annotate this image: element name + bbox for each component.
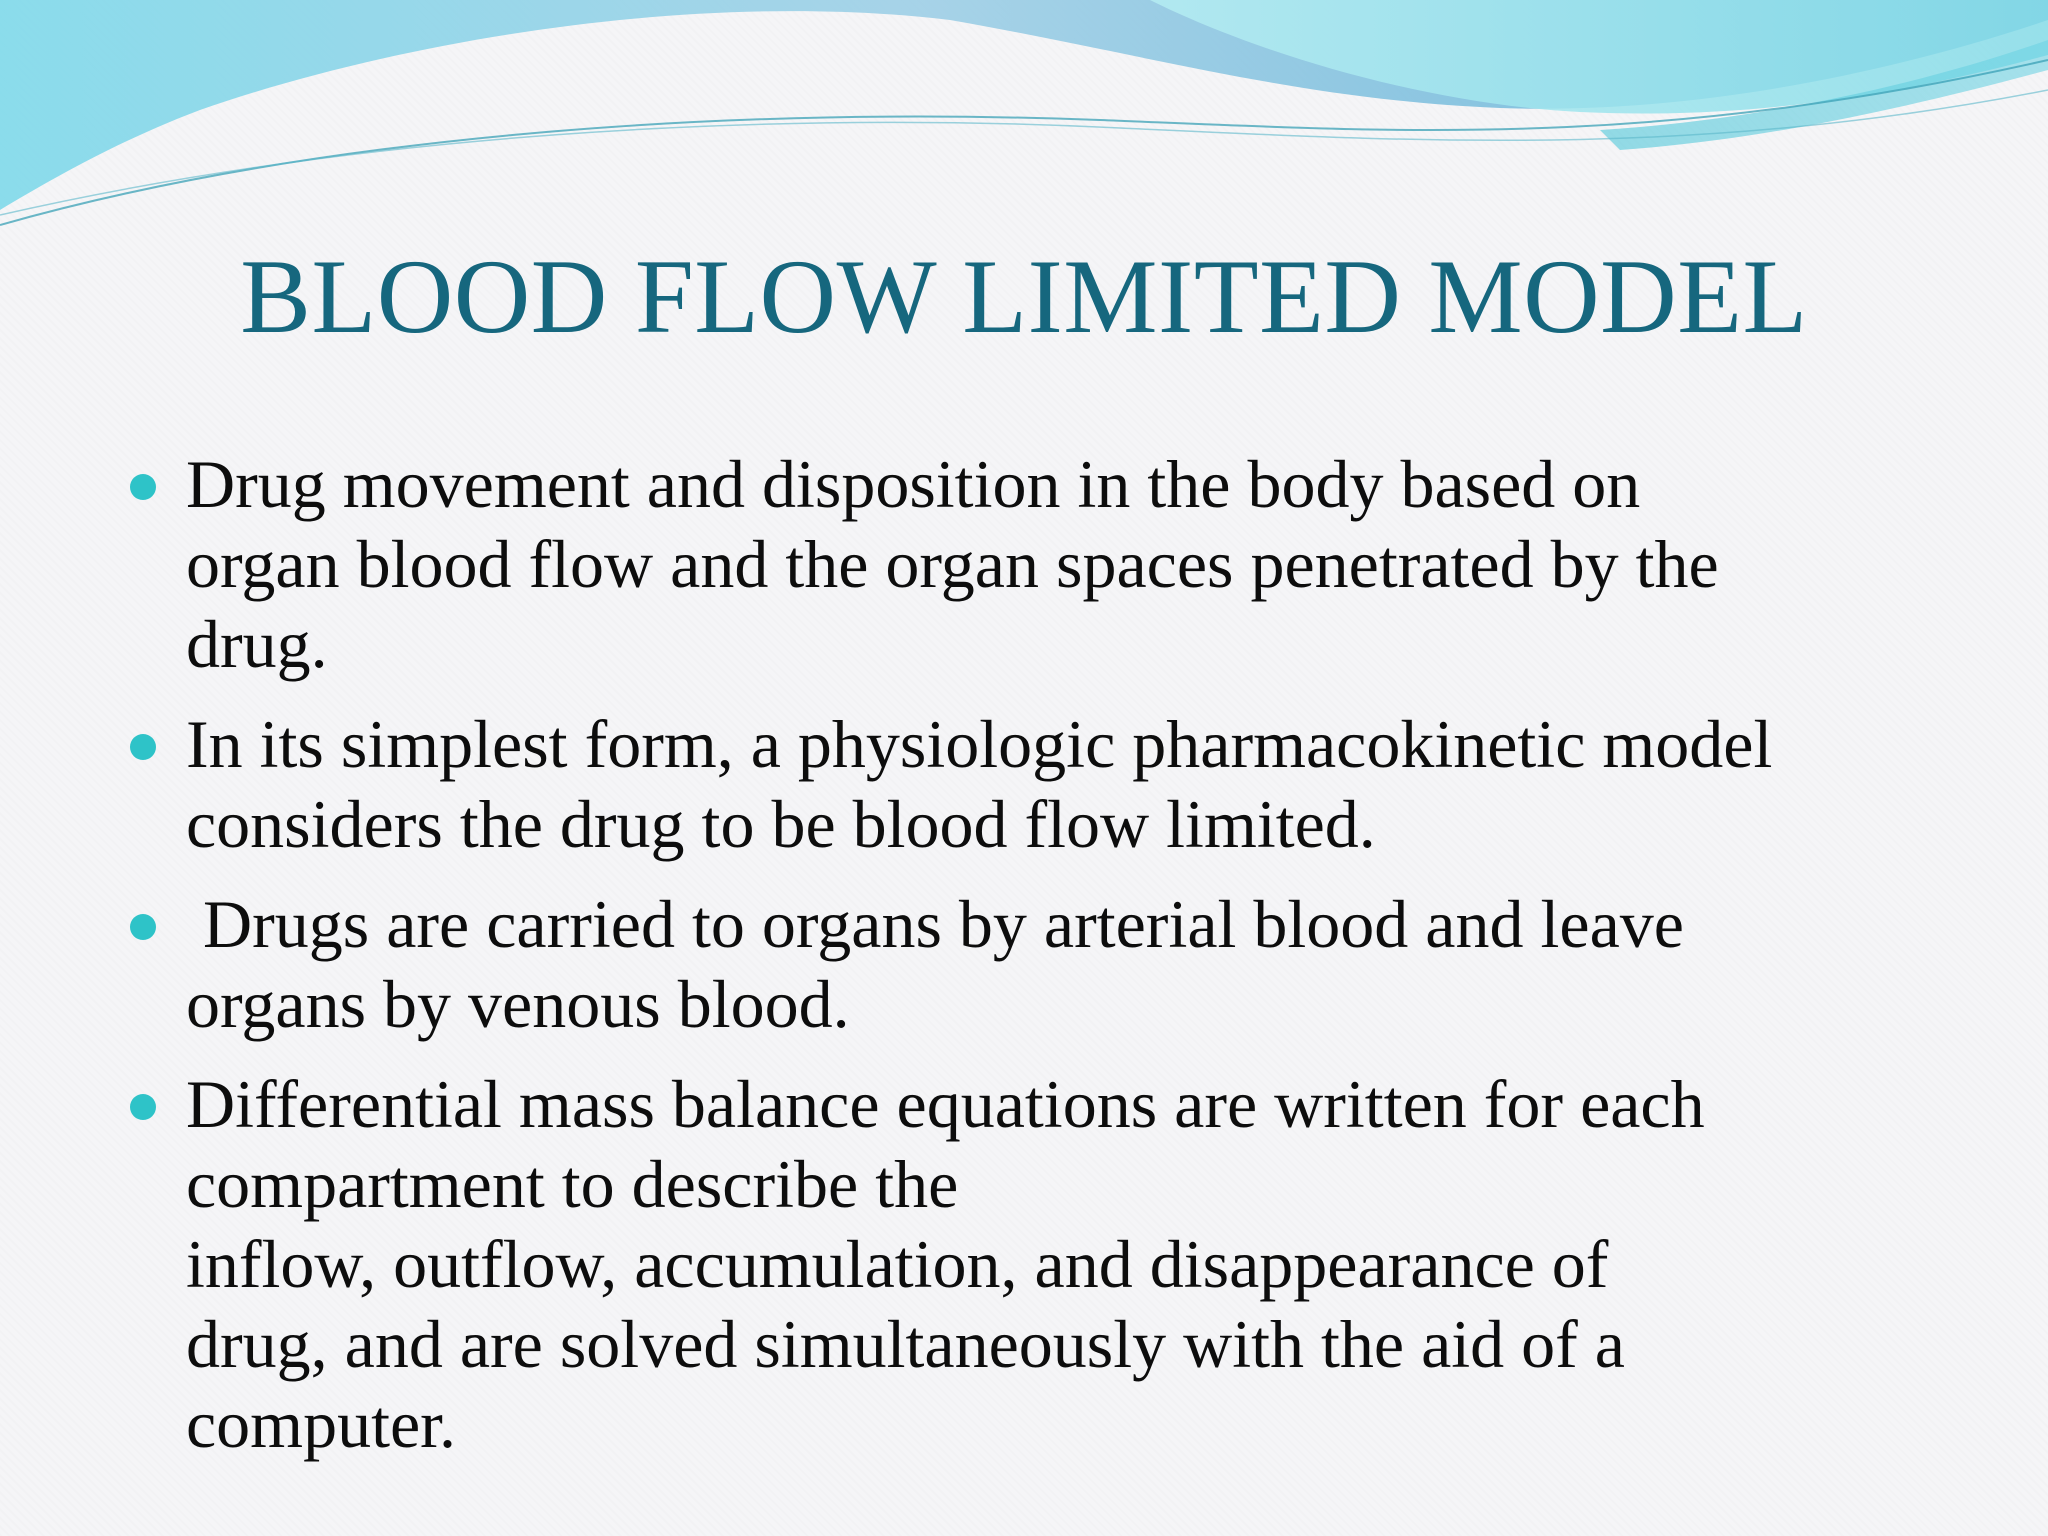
bullet-text: Drug movement and disposition in the body based on organ blood flow and the organ spaces penetrated by the drug. — [186, 446, 1719, 682]
circle-bullet-icon — [130, 734, 156, 760]
circle-bullet-icon — [130, 914, 156, 940]
bullet-item — [130, 444, 2010, 684]
slide-title: BLOOD FLOW LIMITED MODEL — [240, 238, 1808, 355]
bullet-list — [130, 444, 2010, 1484]
wave-decoration — [0, 0, 2048, 260]
bullet-text: Drugs are carried to organs by arterial blood and leave organs by venous blood. — [186, 886, 1684, 1042]
bullet-item — [130, 1064, 2010, 1464]
bullet-text: In its simplest form, a physiologic pharmacokinetic model considers the drug to be blood flow limited. — [186, 706, 1773, 862]
bullet-item — [130, 884, 2010, 1044]
bullet-text: Differential mass balance equations are written for each compartment to describe the inflow, outflow, accumulation, and disappearance of drug, and are solved simultaneously with the aid of a computer. — [186, 1066, 1705, 1462]
bullet-item — [130, 704, 2010, 864]
circle-bullet-icon — [130, 474, 156, 500]
circle-bullet-icon — [130, 1094, 156, 1120]
